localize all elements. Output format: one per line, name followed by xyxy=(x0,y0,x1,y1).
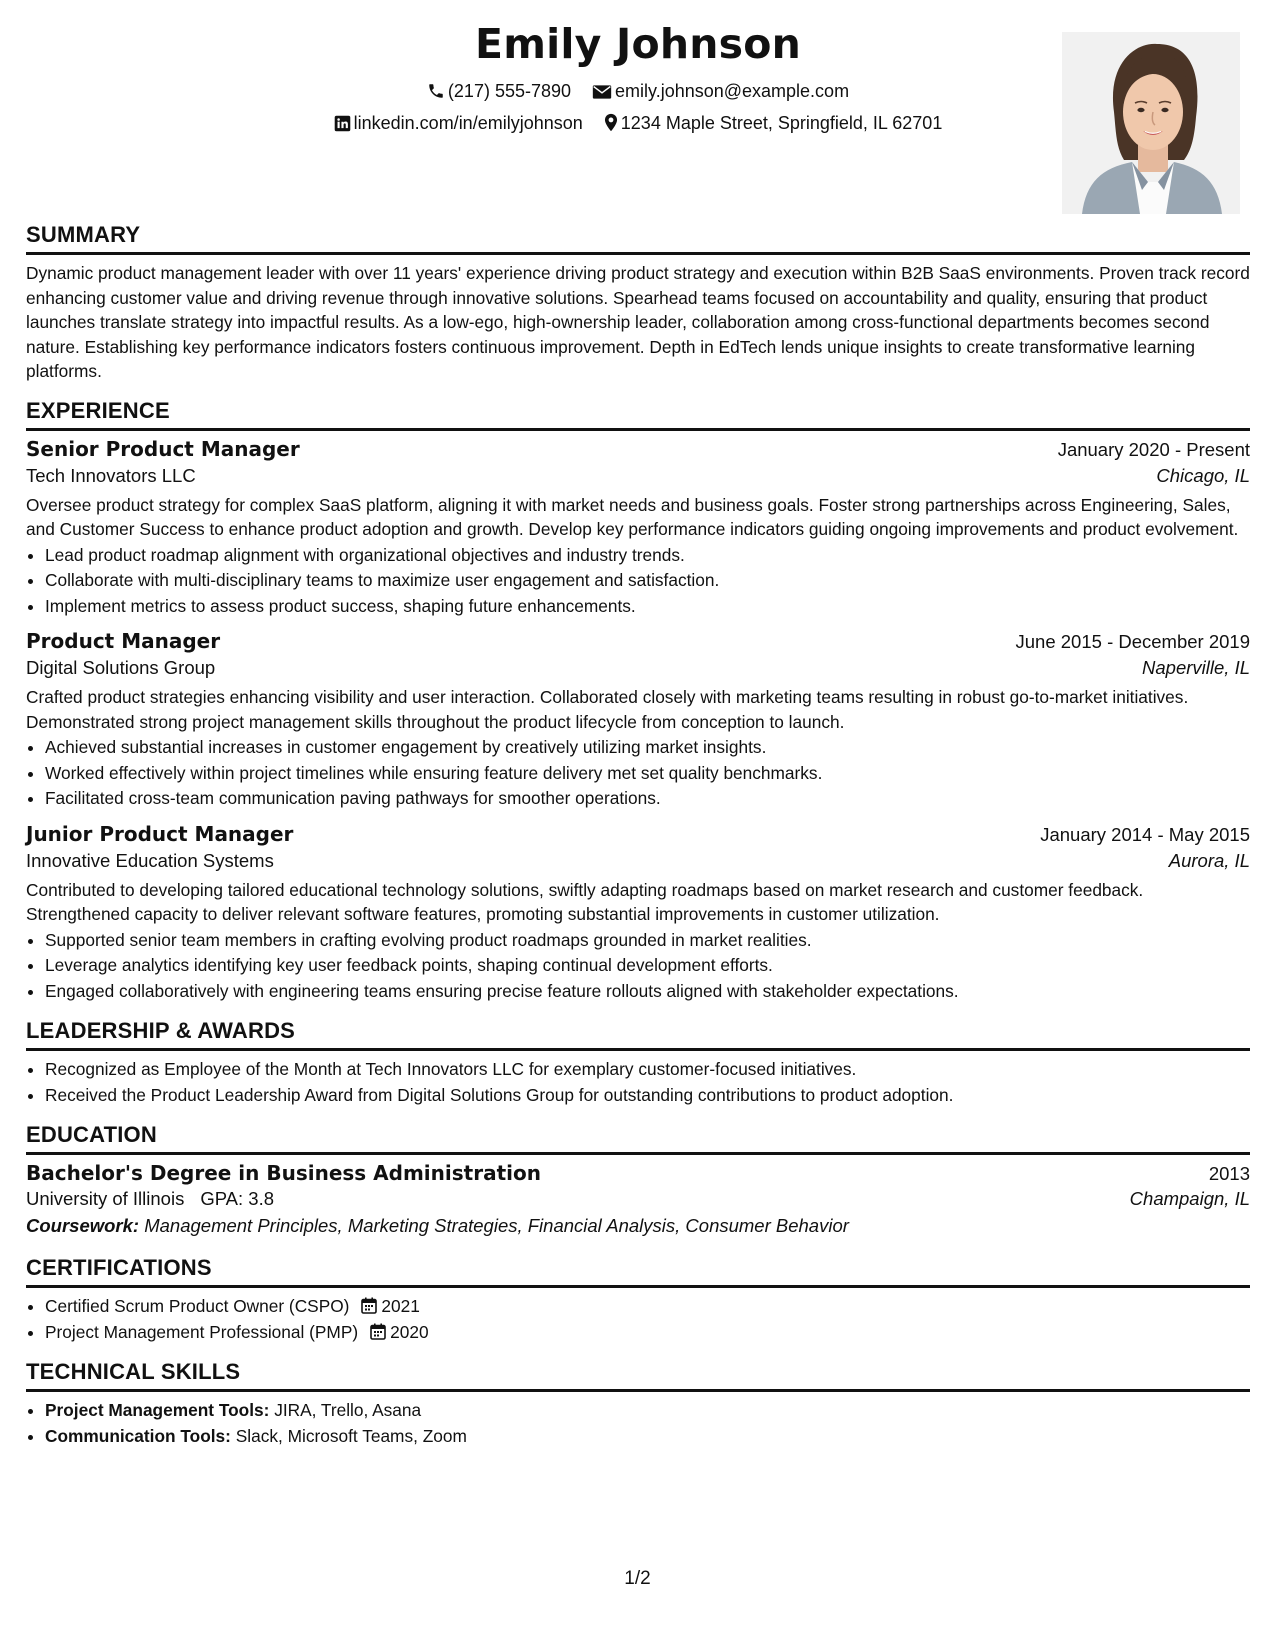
certifications-heading: CERTIFICATIONS xyxy=(26,1255,1250,1288)
school-location: Champaign, IL xyxy=(1129,1188,1250,1209)
list-item xyxy=(45,1398,1250,1424)
degree-row xyxy=(26,1161,1250,1185)
education-section xyxy=(26,1122,1250,1237)
phone-text: (217) 555-7890 xyxy=(447,81,572,101)
resume-page xyxy=(26,0,1250,1449)
linkedin-icon xyxy=(334,115,351,132)
company-name: Tech Innovators LLC xyxy=(26,464,196,486)
experience-heading: EXPERIENCE xyxy=(26,398,1250,431)
calendar-icon xyxy=(370,1323,386,1340)
phone-contact xyxy=(427,81,571,102)
leadership-section xyxy=(26,1018,1250,1108)
job-description: Contributed to developing tailored educational technology solutions, swiftly adapting roadmaps based on market research and customer feedback. Strengthened capacity to deliver relevant software features, promoting substantial improvements in customer utilization. xyxy=(26,879,1144,924)
school-row xyxy=(26,1188,1250,1210)
list-item: • Engaged collaboratively with engineering teams ensuring precise feature rollouts aligned with stakeholder expectations. xyxy=(45,979,1250,1005)
list-item: • Implement metrics to assess product success, shaping future enhancements. xyxy=(45,594,1250,620)
leadership-heading: LEADERSHIP & AWARDS xyxy=(26,1018,1250,1051)
education-heading: EDUCATION xyxy=(26,1122,1250,1155)
job-title-row xyxy=(26,822,1250,846)
list-item: • Recognized as Employee of the Month at Tech Innovators LLC for exemplary customer-focused initiatives. xyxy=(45,1057,1250,1083)
coursework-label: Coursework: xyxy=(26,1215,140,1236)
job-bullets xyxy=(26,928,1250,1005)
company-name: Digital Solutions Group xyxy=(26,657,216,678)
job-title: Senior Product Manager xyxy=(26,436,300,461)
candidate-name: Emily Johnson xyxy=(475,20,801,68)
certification-name: Certified Scrum Product Owner (CSPO) xyxy=(45,1296,350,1316)
list-item xyxy=(45,1320,1250,1346)
job-company-row xyxy=(26,850,1250,872)
skill-value: JIRA, Trello, Asana xyxy=(274,1400,422,1420)
summary-heading: SUMMARY xyxy=(26,222,1250,255)
list-item xyxy=(45,1424,1250,1450)
address-text: 1234 Maple Street, Springfield, IL 62701 xyxy=(620,113,943,133)
list-item: • Lead product roadmap alignment with organizational objectives and industry trends. xyxy=(45,543,1250,569)
gpa-text: GPA: 3.8 xyxy=(200,1188,275,1209)
job-entry xyxy=(26,437,1250,620)
map-pin-icon xyxy=(604,113,618,132)
job-description: Crafted product strategies enhancing visibility and user interaction. Collaborated closely with marketing teams resulting in robust go-to-market initiatives. Demonstrated strong project management skills throughout the product lifecycle from conception to launch. xyxy=(26,687,1189,732)
summary-text: Dynamic product management leader with over 11 years' experience driving product strategy and execution within B2B SaaS environments. Proven track record enhancing customer value and driving revenue through innovative solutions. Spearhead teams focused on accountability and quality, ensuring that product launches translate strategy into impactful results. As a low-ego, high-ownership leader, collaboration among cross-functional departments becomes second nature. Establishing key performance indicators fosters continuous improvement. Depth in EdTech lends unique insights to create transformative learning platforms. xyxy=(26,263,1250,381)
school-name: University of Illinois xyxy=(26,1188,185,1209)
calendar-icon xyxy=(361,1297,377,1314)
coursework-row xyxy=(26,1215,1250,1237)
company-name: Innovative Education Systems xyxy=(26,849,274,871)
list-item: • Facilitated cross-team communication paving pathways for smoother operations. xyxy=(45,786,1250,812)
job-title-row xyxy=(26,437,1250,461)
resume-header xyxy=(26,0,1250,222)
linkedin-text: linkedin.com/in/emilyjohnson xyxy=(353,113,583,133)
email-text: emily.johnson@example.com xyxy=(615,81,850,101)
skills-heading: TECHNICAL SKILLS xyxy=(26,1359,1250,1392)
job-company-row xyxy=(26,465,1250,487)
skills-section xyxy=(26,1359,1250,1449)
job-entry xyxy=(26,822,1250,1005)
job-bullets xyxy=(26,735,1250,812)
list-item: • Worked effectively within project timelines while ensuring feature delivery met set quality benchmarks. xyxy=(45,761,1250,787)
job-company-row xyxy=(26,657,1250,679)
address-contact xyxy=(604,113,943,134)
profile-photo xyxy=(1062,32,1240,214)
degree-title: Bachelor's Degree in Business Administration xyxy=(26,1161,541,1185)
email-contact[interactable] xyxy=(592,81,849,102)
certification-year: 2021 xyxy=(381,1296,420,1316)
list-item xyxy=(45,1294,1250,1320)
job-title: Junior Product Manager xyxy=(26,821,294,846)
job-title-row xyxy=(26,629,1250,653)
skills-list xyxy=(26,1398,1250,1449)
job-description: Oversee product strategy for complex SaaS platform, aligning it with market needs and business goals. Foster strong partnerships across Engineering, Sales, and Customer Success to enhance product adoption and growth. Develop key performance indicators guiding ongoing improvements and product evolvement. xyxy=(26,494,1239,539)
job-location: Naperville, IL xyxy=(1142,657,1250,678)
skill-label: Communication Tools: xyxy=(45,1425,231,1446)
list-item: • Received the Product Leadership Award from Digital Solutions Group for outstanding contributions to product adoption. xyxy=(45,1083,1250,1109)
graduation-year: 2013 xyxy=(1208,1163,1250,1184)
job-title: Product Manager xyxy=(26,629,221,653)
list-item: • Leverage analytics identifying key user feedback points, shaping continual development efforts. xyxy=(45,953,1250,979)
experience-section xyxy=(26,398,1250,1005)
certifications-list xyxy=(26,1294,1250,1345)
profile-portrait-image xyxy=(1062,32,1240,214)
coursework-text: Management Principles, Marketing Strategies, Financial Analysis, Consumer Behavior xyxy=(144,1215,849,1236)
certification-name: Project Management Professional (PMP) xyxy=(45,1321,359,1342)
list-item: • Supported senior team members in crafting evolving product roadmaps grounded in market realities. xyxy=(45,928,1250,954)
certification-year: 2020 xyxy=(390,1321,429,1342)
job-entry xyxy=(26,629,1250,812)
job-location: Aurora, IL xyxy=(1168,849,1250,871)
certifications-section xyxy=(26,1255,1250,1345)
job-dates: January 2014 - May 2015 xyxy=(1040,823,1250,845)
list-item: • Achieved substantial increases in customer engagement by creatively utilizing market insights. xyxy=(45,735,1250,761)
phone-icon xyxy=(427,82,445,100)
page-number: 1/2 xyxy=(624,1568,651,1589)
job-dates: June 2015 - December 2019 xyxy=(1015,631,1250,652)
list-item: • Collaborate with multi-disciplinary teams to maximize user engagement and satisfaction. xyxy=(45,568,1250,594)
job-location: Chicago, IL xyxy=(1156,464,1250,486)
skill-label: Project Management Tools: xyxy=(45,1400,270,1420)
mail-icon xyxy=(592,84,612,100)
school-info xyxy=(26,1188,274,1210)
job-bullets xyxy=(26,543,1250,620)
linkedin-contact[interactable] xyxy=(334,113,583,134)
skill-value: Slack, Microsoft Teams, Zoom xyxy=(235,1425,467,1446)
summary-section xyxy=(26,222,1250,384)
leadership-list xyxy=(26,1057,1250,1108)
job-dates: January 2020 - Present xyxy=(1057,438,1250,460)
